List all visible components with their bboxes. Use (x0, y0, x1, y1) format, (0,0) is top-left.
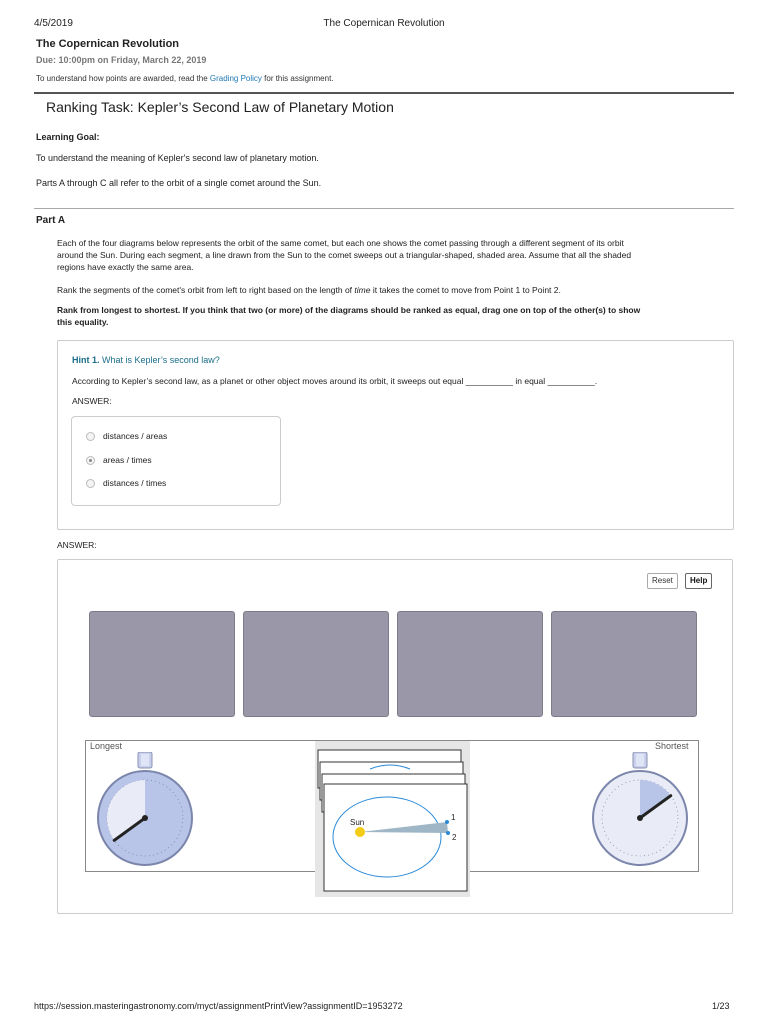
option-label: distances / areas (103, 431, 168, 441)
radio-icon[interactable] (86, 432, 95, 441)
option-label: distances / times (103, 478, 167, 488)
radio-icon[interactable] (86, 479, 95, 488)
task-title: Ranking Task: Kepler’s Second Law of Planetary Motion (46, 99, 394, 115)
option-distances-areas[interactable] (86, 431, 167, 441)
print-date: 4/5/2019 (34, 18, 73, 29)
option-label: areas / times (103, 455, 152, 465)
grading-suffix: for this assignment. (261, 74, 334, 83)
due-date: Due: 10:00pm on Friday, March 22, 2019 (36, 55, 207, 65)
grading-prefix: To understand how points are awarded, read the (36, 74, 210, 83)
reset-button[interactable]: Reset (647, 573, 678, 589)
assignment-title: The Copernican Revolution (36, 38, 180, 50)
hint-title[interactable] (72, 355, 220, 365)
hint-answer-label: ANSWER: (72, 396, 112, 406)
option-areas-times[interactable] (86, 455, 152, 465)
rank-slot-2[interactable] (243, 611, 389, 717)
grading-policy-link[interactable]: Grading Policy (209, 74, 262, 83)
card-point-1: 1 (451, 813, 456, 822)
description-line-2: around the Sun. During each segment, a line drawn from the Sun to the comet sweeps out a triangular-shaped, shaded area. Assume that all the shaded (57, 250, 632, 260)
rank-slot-4[interactable] (551, 611, 697, 717)
section-divider (34, 208, 734, 209)
instruction-pre: Rank the segments of the comet's orbit from left to right based on the length of (57, 285, 355, 295)
instruction-emphasis: time (354, 285, 371, 295)
longest-label: Longest (90, 741, 123, 751)
description-line-3: regions have exactly the same area. (57, 262, 194, 272)
print-title: The Copernican Revolution (323, 18, 445, 29)
radio-selected-icon[interactable] (86, 456, 95, 465)
rank-slot-1[interactable] (89, 611, 235, 717)
learning-goal-text: To understand the meaning of Kepler's second law of planetary motion. (36, 153, 319, 163)
stopwatch-shortest-icon (590, 752, 690, 870)
part-a-description (57, 237, 737, 273)
hint-question: According to Kepler’s second law, as a planet or other object moves around its orbit, it sweeps out equal __________ in equal __________. (72, 376, 598, 386)
stopwatch-longest-icon (95, 752, 195, 870)
footer-url: https://session.masteringastronomy.com/myct/assignmentPrintView?assignmentID=1953272 (34, 1001, 403, 1011)
grading-note (36, 74, 334, 83)
card-sun-label: Sun (350, 818, 365, 827)
rank-line-1: Rank from longest to shortest. If you think that two (or more) of the diagrams should be ranked as equal, drag one on top of the other(s) to show (57, 305, 641, 315)
description-line-1: Each of the four diagrams below represents the orbit of the same comet, but each one shows the comet passing through a different segment of its orbit (57, 238, 624, 248)
rank-line-2: this equality. (57, 317, 109, 327)
rank-slot-3[interactable] (397, 611, 543, 717)
instruction-post: it takes the comet to move from Point 1 to Point 2. (370, 285, 561, 295)
card-point-2: 2 (452, 833, 457, 842)
footer-page: 1/23 (712, 1001, 730, 1011)
parts-text: Parts A through C all refer to the orbit of a single comet around the Sun. (36, 178, 322, 188)
hint-number: Hint 1. (72, 355, 100, 365)
header-divider (34, 92, 734, 94)
shortest-label: Shortest (655, 741, 689, 751)
answer-label: ANSWER: (57, 540, 97, 550)
learning-goal-label: Learning Goal: (36, 132, 100, 142)
option-distances-times[interactable] (86, 478, 166, 488)
help-button[interactable]: Help (685, 573, 712, 589)
part-a-instruction (57, 284, 737, 296)
hint-title-text: What is Kepler’s second law? (102, 355, 220, 365)
orbit-card-stack[interactable] (315, 745, 470, 895)
part-a-label: Part A (36, 215, 66, 226)
part-a-rank-instruction (57, 304, 737, 328)
